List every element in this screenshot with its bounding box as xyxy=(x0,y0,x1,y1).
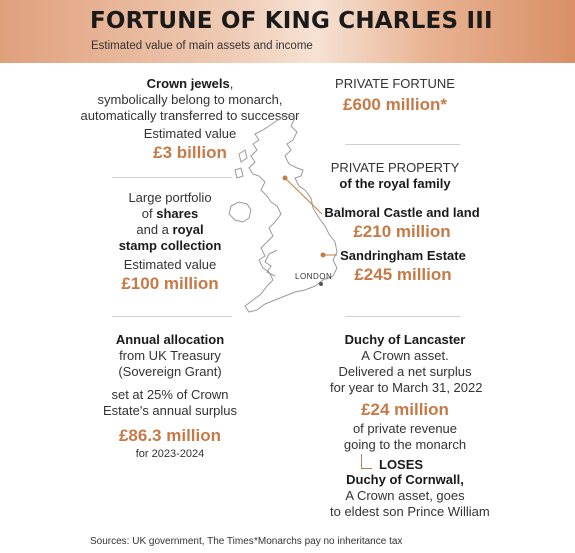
annual-allocation-period: for 2023-2024 xyxy=(135,448,205,460)
divider-left-1 xyxy=(112,177,232,178)
crown-jewels-name: Crown jewels xyxy=(146,76,230,91)
balmoral-value: £210 million xyxy=(353,222,451,241)
duchy-lancaster-desc5: going to the monarch xyxy=(343,437,467,452)
sources-note: Sources: UK government, The Times xyxy=(90,536,254,547)
shares-line1: Large portfolio xyxy=(128,190,212,205)
shares-value: £100 million xyxy=(121,274,219,293)
balmoral-leader xyxy=(285,178,322,214)
private-property-label2: of the royal family xyxy=(339,176,451,191)
sandringham-value: £245 million xyxy=(354,265,452,284)
duchy-cornwall-block xyxy=(330,472,490,520)
page-title: FORTUNE OF KING CHARLES III xyxy=(90,8,493,34)
duchy-lancaster-desc4: of private revenue xyxy=(352,421,458,436)
sandringham-name: Sandringham Estate xyxy=(340,248,466,263)
duchy-cornwall-name: Duchy of Cornwall, xyxy=(346,472,464,487)
northern-ireland-outline xyxy=(229,202,251,222)
divider-right-2 xyxy=(345,316,460,317)
wales-outline xyxy=(265,250,277,276)
crown-jewels-est-label: Estimated value xyxy=(143,126,237,141)
annual-allocation-desc1: from UK Treasury xyxy=(119,348,221,363)
crown-jewels-desc1: symbolically belong to monarch, xyxy=(97,92,283,107)
balmoral-block xyxy=(322,205,482,243)
uk-map xyxy=(225,110,345,320)
shares-bold: shares xyxy=(156,206,199,221)
private-fortune-label: PRIVATE FORTUNE xyxy=(335,76,455,91)
balmoral-name: Balmoral Castle and land xyxy=(324,205,480,220)
duchy-cornwall-desc1: A Crown asset, goes xyxy=(345,488,465,503)
annual-allocation-desc2: (Sovereign Grant) xyxy=(118,364,222,379)
annual-allocation-value: £86.3 million xyxy=(118,426,222,445)
duchy-lancaster-desc3: for year to March 31, 2022 xyxy=(330,380,483,395)
crown-jewels-value: £3 billion xyxy=(153,143,227,162)
divider-left-2 xyxy=(112,316,232,317)
london-marker xyxy=(319,282,323,286)
shares-est-label: Estimated value xyxy=(123,257,217,272)
duchy-cornwall-desc2: to eldest son Prince William xyxy=(330,504,490,519)
london-label: LONDON xyxy=(295,272,333,281)
annual-allocation-block xyxy=(100,332,240,461)
islands-outline xyxy=(235,150,247,178)
annual-allocation-desc3: set at 25% of Crown xyxy=(111,387,229,402)
private-property-label1: PRIVATE PROPERTY xyxy=(330,160,460,175)
page-subtitle: Estimated value of main assets and income xyxy=(91,40,313,52)
sandringham-block xyxy=(338,248,468,286)
private-fortune-value: £600 million* xyxy=(343,95,447,114)
great-britain-outline xyxy=(245,114,337,312)
loses-label: LOSES xyxy=(379,457,424,472)
duchy-lancaster-value: £24 million xyxy=(361,400,449,419)
crown-jewels-block: Crown jewels, symbolically belong to monarch, automatically transferred to successor Estimated value £3 billion xyxy=(80,76,300,162)
shares-block: Large portfolio of shares and a royal stamp collection Estimated value £100 million xyxy=(100,190,240,295)
crown-jewels-desc2: automatically transferred to successor xyxy=(80,108,300,123)
divider-right-1 xyxy=(345,144,460,145)
royal-bold: royal xyxy=(172,222,204,237)
stamp-collection-bold: stamp collection xyxy=(118,238,222,253)
inheritance-tax-note: *Monarchs pay no inheritance tax xyxy=(254,536,403,547)
annual-allocation-name: Annual allocation xyxy=(115,332,225,347)
loses-arrow xyxy=(361,454,372,469)
duchy-lancaster-block xyxy=(330,332,483,453)
duchy-lancaster-desc1: A Crown asset. xyxy=(361,348,449,363)
annual-allocation-desc4: Estate's annual surplus xyxy=(102,403,237,418)
duchy-lancaster-desc2: Delivered a net surplus xyxy=(338,364,472,379)
duchy-lancaster-name: Duchy of Lancaster xyxy=(344,332,466,347)
